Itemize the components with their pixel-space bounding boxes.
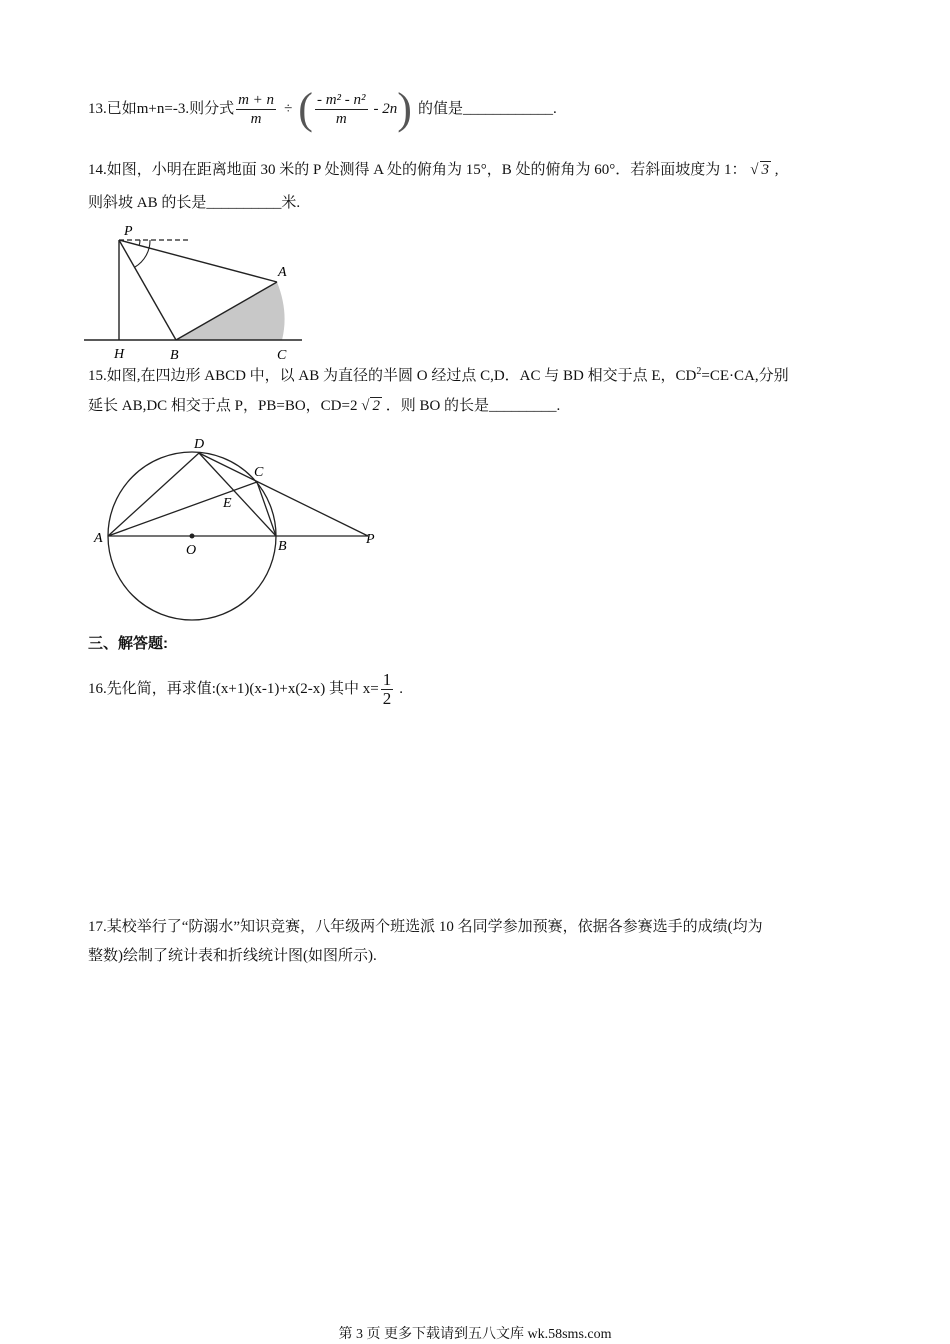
q17-line1-text: 17.某校举行了“防溺水”知识竞赛，八年级两个班选派 10 名同学参加预赛，依据各参赛选手的成绩(均为 [88,919,763,935]
fig14-angle-arc-large [135,240,150,267]
page-footer: 第 3 页 更多下载请到五八文库 wk.58sms.com [338,1327,612,1342]
q14-line1-text: 14.如图，小明在距离地面 30 米的 P 处测得 A 处的俯角为 15°，B 处的俯角为 60°．若斜面坡度为 1： [88,162,747,178]
q13-fraction-1 [236,91,276,128]
question-16 [88,668,403,710]
question-17-line-2 [88,946,377,966]
fig15-line-AC [108,482,257,536]
fig15-center-dot [190,534,195,539]
q14-sqrt: √ 3 [750,162,770,178]
q13-frac2-denominator: m [335,110,347,127]
q15-line2-part-b: ．则 BO 的长是_________. [385,398,561,414]
question-15-line-2 [88,396,560,416]
q15-line1-part-b: =CE·CA,分别 [701,368,789,384]
q13-left-paren: ( [298,84,313,133]
q16-frac-denominator: 2 [382,688,392,708]
q16-end: . [399,681,404,697]
q16-fraction [381,671,394,708]
q15-sqrt-arg: 2 [372,398,380,414]
fig15-label-E: E [223,496,232,511]
question-14-line-2 [88,193,300,213]
q13-divide-sign: ÷ [284,101,293,117]
fig14-label-B: B [170,348,179,363]
q16-frac-numerator: 1 [382,669,392,689]
question-14-line-1 [88,160,779,180]
q13-prefix: 13.已如m+n=-3.则分式 [88,101,235,117]
q13-suffix: 的值是____________. [417,101,557,117]
fig15-label-B: B [278,539,287,554]
question-15-line-1 [88,362,789,386]
q15-superscript: 2 [696,366,702,377]
fig14-label-C: C [277,348,287,363]
q16-text: 16.先化简，再求值:(x+1)(x-1)+x(2-x) 其中 x= [88,681,379,697]
q13-right-paren: ) [397,84,412,133]
question-13 [88,84,557,134]
fig15-label-D: D [194,437,205,452]
q14-line1-end: , [774,162,779,178]
fig14-label-A: A [278,265,287,280]
fig14-label-P: P [124,224,133,239]
q15-line2-part-a: 延长 AB,DC 相交于点 P，PB=BO，CD=2 [88,398,358,414]
figure-14-slope-diagram [84,222,304,364]
fig15-label-O: O [186,543,197,558]
q13-fraction-2 [315,91,368,128]
figure-15-circle-diagram [90,432,390,624]
section-3-title: 三、解答题: [88,635,168,652]
q13-tail-term: - 2n [373,101,398,117]
fig14-label-H: H [114,347,125,362]
q17-line2-text: 整数)绘制了统计表和折线统计图(如图所示). [88,948,377,964]
fig15-label-A: A [94,531,103,546]
q13-frac2-numerator: - m² - n² [316,91,366,108]
q13-frac1-denominator: m [250,110,262,127]
fig14-line-PB [119,240,176,340]
q13-frac1-numerator: m + n [238,91,275,108]
q15-sqrt: √ 2 [361,398,380,414]
fig15-line-AD [108,453,199,536]
fig15-label-C: C [254,465,264,480]
fig15-label-P: P [366,532,375,547]
q15-line1-part-a: 15.如图,在四边形 ABCD 中，以 AB 为直径的半圆 O 经过点 C,D．AC 与 BD 相交于点 E，CD [88,368,697,384]
q14-line2-text: 则斜坡 AB 的长是__________米. [88,195,301,211]
q14-sqrt-arg: 3 [761,162,770,178]
question-17-line-1 [88,917,763,937]
